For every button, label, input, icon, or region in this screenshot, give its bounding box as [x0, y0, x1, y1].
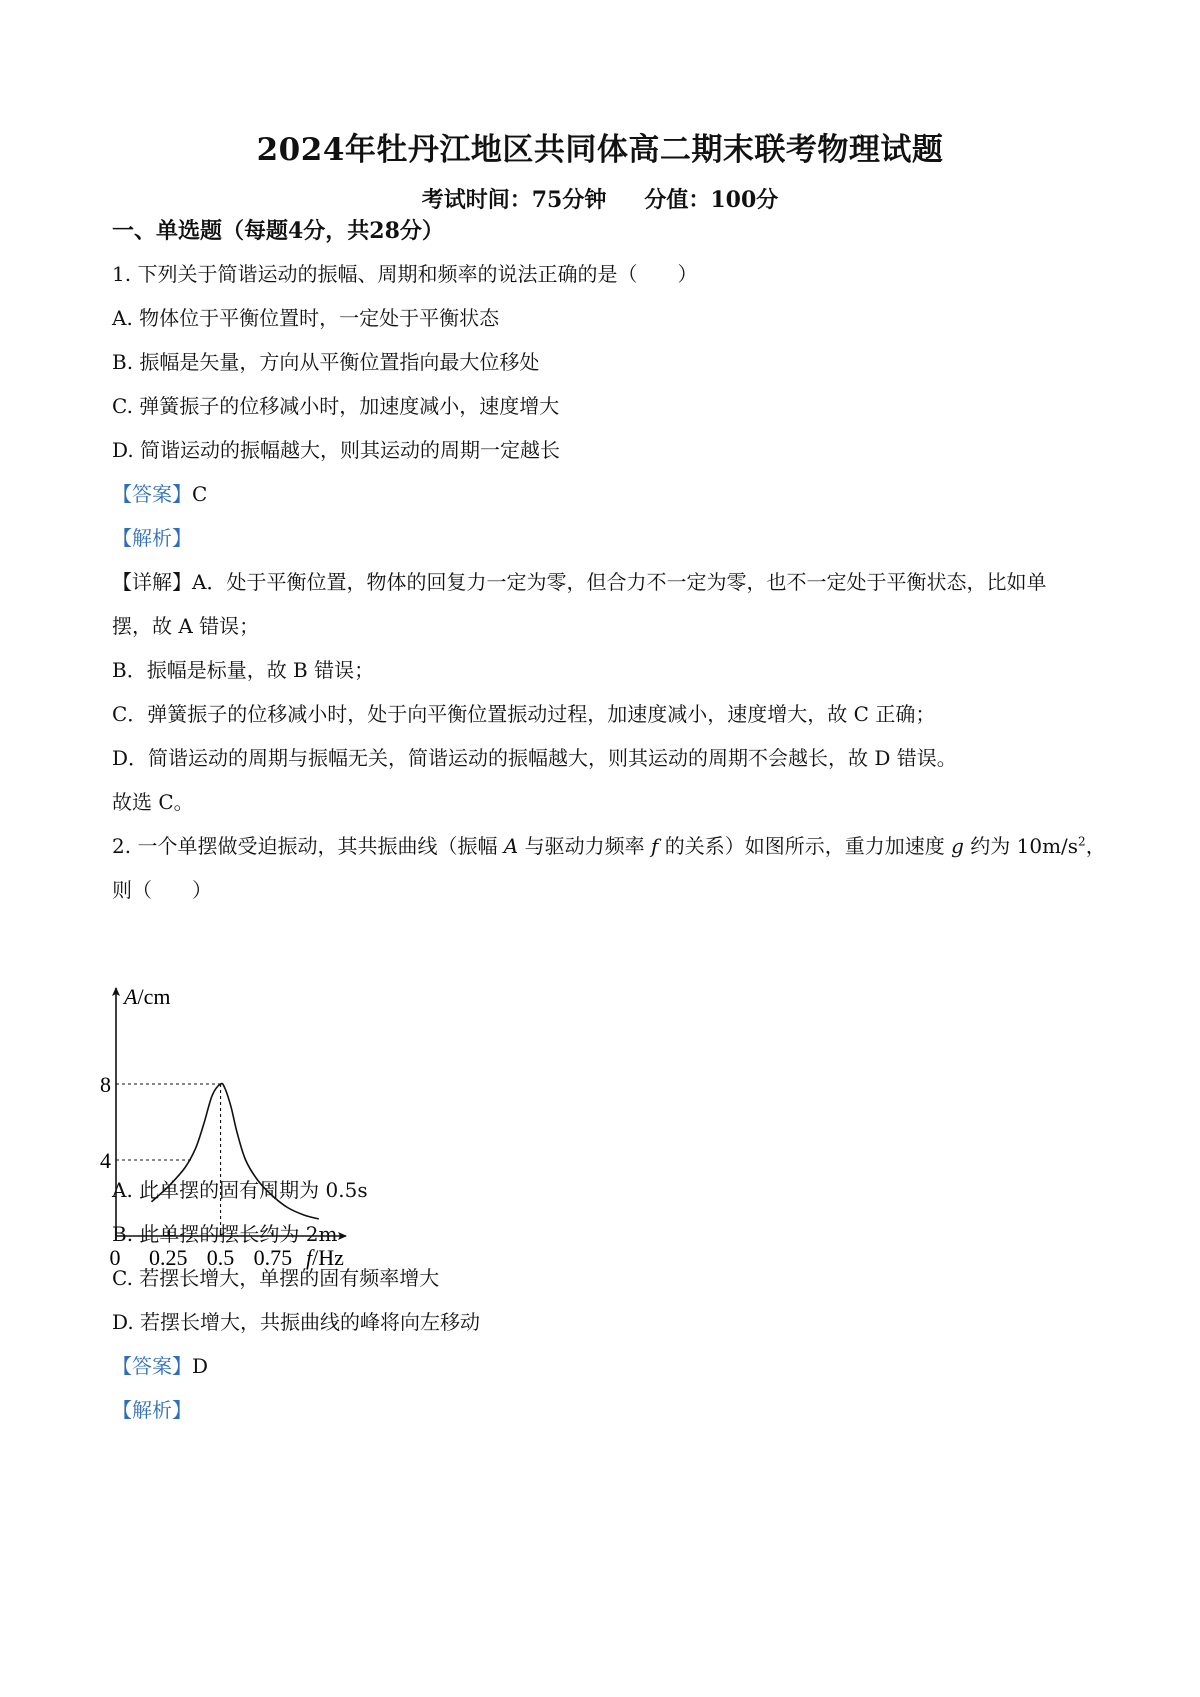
- exam-time: 考试时间：75分钟: [421, 187, 607, 213]
- q1-detail-line-3: B．振幅是标量，故 B 错误；: [112, 658, 375, 682]
- exam-info: [0, 183, 1200, 214]
- q1-answer-tag: 【答案】: [112, 482, 192, 506]
- q2-answer-tag: 【答案】: [112, 1354, 192, 1378]
- q1-option-a: A. 物体位于平衡位置时，一定处于平衡状态: [112, 306, 500, 330]
- origin-label: 0: [109, 1245, 121, 1270]
- q1-answer-value: C: [192, 482, 208, 506]
- q2-option-c: C. 若摆长增大，单摆的固有频率增大: [112, 1266, 440, 1290]
- q2-stem-part-a: 2. 一个单摆做受迫振动，其共振曲线（振幅: [112, 834, 504, 858]
- q1-answer: [112, 478, 207, 507]
- q1-detail-line-2: 摆，故 A 错误；: [112, 614, 260, 638]
- q1-detail-tag: 【详解】: [112, 570, 192, 594]
- q2-answer-value: D: [192, 1354, 209, 1378]
- page-title: 2024年牡丹江地区共同体高二期末联考物理试题: [256, 132, 944, 168]
- q2-stem-part-b: 与驱动力频率: [518, 834, 651, 858]
- resonance-curve-chart: [100, 978, 400, 1270]
- q2-option-a: A. 此单摆的固有周期为 0.5s: [112, 1178, 368, 1202]
- x-tick-label-0.5: 0.5: [206, 1245, 235, 1270]
- q2-option-b: B. 此单摆的摆长约为 2m: [112, 1222, 338, 1246]
- q2-var-g: g: [951, 834, 964, 858]
- y-axis-title: A/cm: [124, 984, 171, 1009]
- q2-analysis-tag: 【解析】: [112, 1398, 192, 1422]
- q2-stem-part-c: 的关系）如图所示，重力加速度: [658, 834, 952, 858]
- q1-option-b: B. 振幅是矢量，方向从平衡位置指向最大位移处: [112, 350, 540, 374]
- q1-option-c: C. 弹簧振子的位移减小时，加速度减小，速度增大: [112, 394, 560, 418]
- q2-option-d: D. 若摆长增大，共振曲线的峰将向左移动: [112, 1310, 481, 1334]
- x-tick-label-0.25: 0.25: [149, 1245, 188, 1270]
- q2-var-f: f: [650, 834, 659, 858]
- section-heading: 一、单选题（每题4分，共28分）: [112, 218, 444, 244]
- x-axis-title: f/Hz: [306, 1245, 344, 1270]
- q2-stem: [112, 830, 1106, 859]
- q1-detail-text-1: A．处于平衡位置，物体的回复力一定为零，但合力不一定为零，也不一定处于平衡状态，比如单: [192, 570, 1047, 594]
- q1-detail-line-5: D．简谐运动的周期与振幅无关，简谐运动的振幅越大，则其运动的周期不会越长，故 D 错误。: [112, 746, 957, 770]
- resonance-curve-figure: [100, 978, 400, 1270]
- q1-detail-line-6: 故选 C。: [112, 790, 194, 814]
- q1-stem: 1. 下列关于简谐运动的振幅、周期和频率的说法正确的是（ ）: [112, 262, 698, 286]
- exam-score: 分值：100分: [644, 187, 779, 213]
- q2-stem-part-d: 约为 10m/s: [963, 834, 1079, 858]
- x-tick-label-0.75: 0.75: [253, 1245, 293, 1270]
- y-tick-label-4: 4: [100, 1148, 111, 1173]
- q2-stem-line-2: 则（ ）: [112, 878, 212, 902]
- q2-answer: [112, 1350, 208, 1379]
- q1-option-d: D. 简谐运动的振幅越大，则其运动的周期一定越长: [112, 438, 561, 462]
- q1-detail-line-4: C．弹簧振子的位移减小时，处于向平衡位置振动过程，加速度减小，速度增大，故 C 正确；: [112, 702, 936, 726]
- q2-unit-exponent: 2: [1078, 834, 1086, 849]
- y-tick-label-8: 8: [100, 1072, 111, 1097]
- q1-analysis-tag: 【解析】: [112, 526, 192, 550]
- q2-var-a: A: [503, 834, 519, 858]
- q2-stem-part-e: ，: [1085, 834, 1106, 858]
- q1-detail-line-1: [112, 566, 1046, 595]
